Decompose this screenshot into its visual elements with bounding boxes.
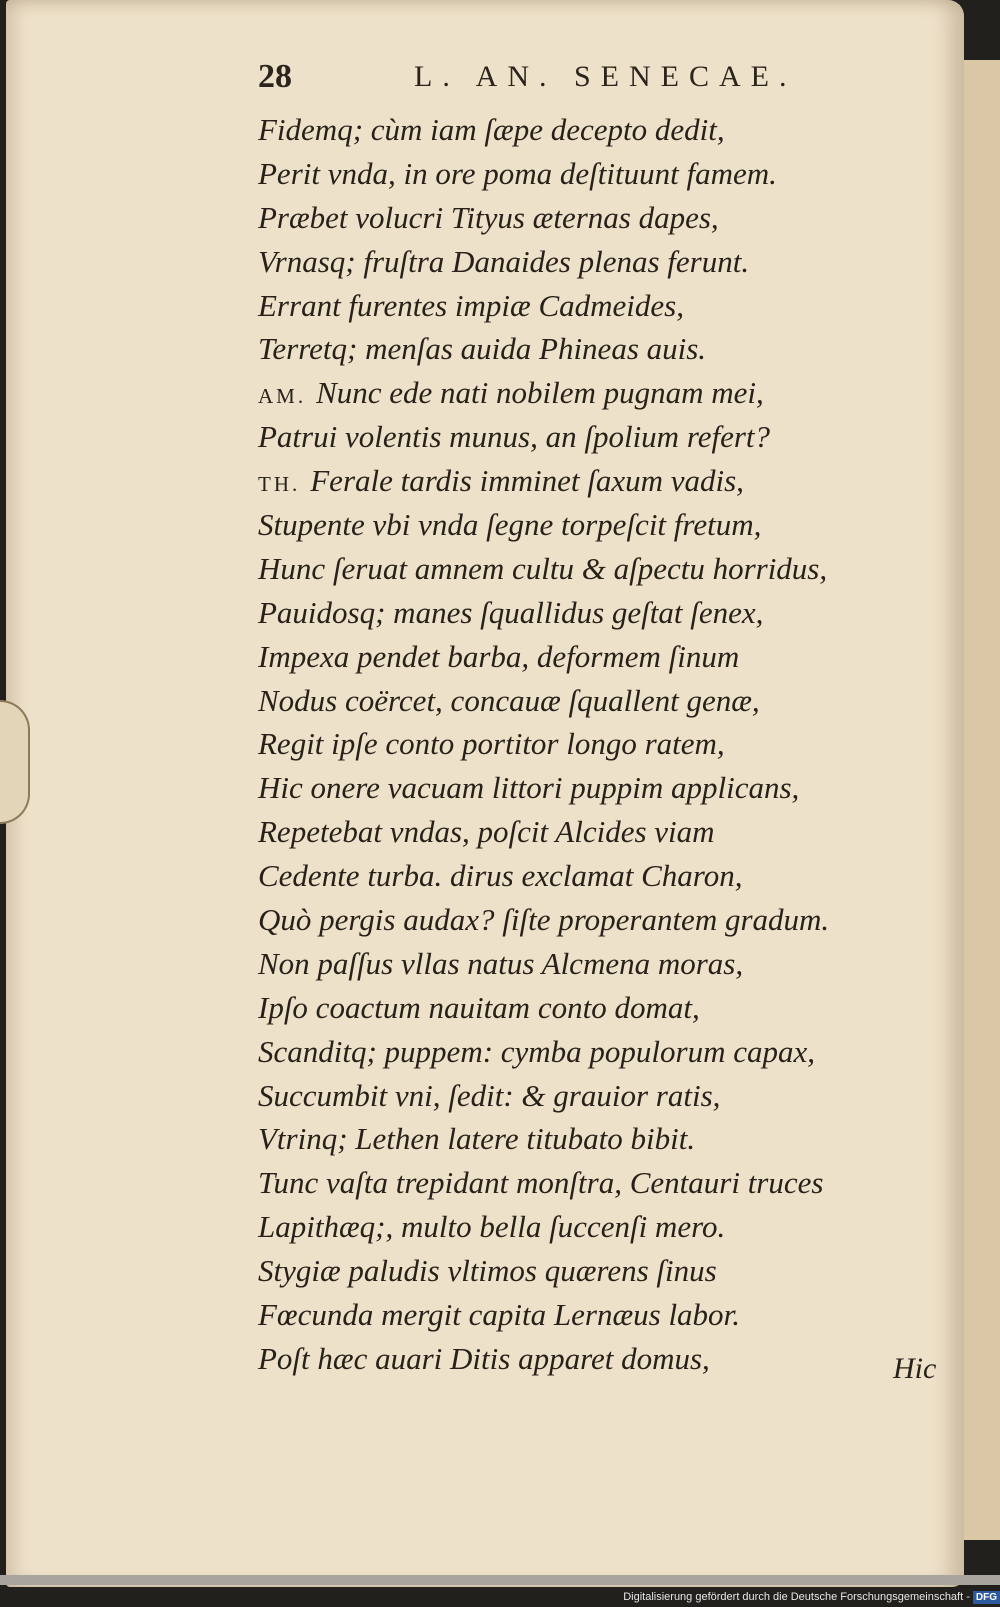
- verse-text: Terretq; menſas auida Phineas auis.: [258, 331, 707, 367]
- scanner-bed-edge: [0, 1575, 1000, 1585]
- verse-text: Non paſſus vllas natus Alcmena moras,: [258, 945, 744, 981]
- verse-text: Vrnasq; fruſtra Danaides plenas ferunt.: [258, 243, 750, 279]
- verse-line: [258, 547, 958, 591]
- verse-text: Errant furentes impiæ Cadmeides,: [258, 287, 684, 323]
- verse-line: [258, 766, 958, 810]
- verse-line: [258, 1161, 958, 1205]
- verse-text: Vtrinq; Lethen latere titubato bibit.: [258, 1121, 696, 1157]
- verse-line: [258, 459, 958, 503]
- verse-line: [258, 371, 958, 415]
- dfg-logo-badge: DFG: [973, 1591, 1000, 1604]
- verse-text: Ipſo coactum nauitam conto domat,: [258, 989, 700, 1025]
- verse-text: Tunc vaſta trepidant monſtra, Centauri truces: [258, 1165, 824, 1201]
- verse-line: [258, 898, 958, 942]
- verse-line: [258, 679, 958, 723]
- verse-line: [258, 503, 958, 547]
- credit-text: Digitalisierung gefördert durch die Deutsche Forschungsgemeinschaft -: [623, 1591, 970, 1603]
- verse-text: Cedente turba. dirus exclamat Charon,: [258, 858, 743, 894]
- verse-text: Ferale tardis imminet ſaxum vadis,: [310, 463, 744, 499]
- verse-line: [258, 284, 958, 328]
- verse-text: Regit ipſe conto portitor longo ratem,: [258, 726, 725, 762]
- verse-line: [258, 854, 958, 898]
- verse-text: Præbet volucri Tityus æternas dapes,: [258, 199, 719, 235]
- verse-line: [258, 415, 958, 459]
- verse-line: [258, 722, 958, 766]
- running-title: L. AN. SENECAE.: [414, 60, 797, 93]
- verse-block: [258, 108, 958, 1381]
- verse-text: Stupente vbi vnda ſegne torpeſcit fretum,: [258, 507, 762, 543]
- verse-text: Succumbit vni, ſedit: & grauior ratis,: [258, 1077, 721, 1113]
- verse-text: Pauidosq; manes ſquallidus geſtat ſenex,: [258, 594, 764, 630]
- verse-text: Patrui volentis munus, an ſpolium refert?: [258, 419, 771, 455]
- page-header: [258, 58, 838, 102]
- speaker-label: TH.: [258, 472, 301, 497]
- verse-line: [258, 240, 958, 284]
- verse-text: Stygiæ paludis vltimos quærens ſinus: [258, 1253, 717, 1289]
- verse-text: Scanditq; puppem: cymba populorum capax,: [258, 1033, 816, 1069]
- speaker-label: AM.: [258, 384, 307, 409]
- verse-line: [258, 327, 958, 371]
- verse-text: Poſt hæc auari Ditis apparet domus,: [258, 1340, 710, 1376]
- verse-text: Repetebat vndas, poſcit Alcides viam: [258, 814, 715, 850]
- verse-line: [258, 1249, 958, 1293]
- binding-clip: [0, 700, 30, 824]
- verse-line: [258, 942, 958, 986]
- verse-line: [258, 1337, 958, 1381]
- verse-line: [258, 635, 958, 679]
- verse-text: Hunc ſeruat amnem cultu & aſpectu horridus,: [258, 550, 828, 586]
- digitization-credit: [606, 1588, 1000, 1607]
- verse-line: [258, 108, 958, 152]
- verse-text: Fœcunda mergit capita Lernæus labor.: [258, 1297, 740, 1333]
- facing-page-edge: [958, 60, 1000, 1540]
- verse-text: Fidemq; cùm iam ſæpe decepto dedit,: [258, 112, 725, 147]
- catchword: Hic: [893, 1352, 937, 1385]
- verse-line: [258, 1117, 958, 1161]
- verse-text: Nodus coërcet, concauæ ſquallent genæ,: [258, 682, 760, 718]
- verse-line: [258, 152, 958, 196]
- verse-text: Hic onere vacuam littori puppim applicans,: [258, 770, 800, 806]
- verse-text: Lapithæq;, multo bella ſuccenſi mero.: [258, 1209, 726, 1245]
- verse-line: [258, 1293, 958, 1337]
- verse-line: [258, 196, 958, 240]
- verse-line: [258, 1205, 958, 1249]
- verse-line: [258, 986, 958, 1030]
- verse-line: [258, 810, 958, 854]
- verse-line: [258, 1074, 958, 1118]
- verse-text: Nunc ede nati nobilem pugnam mei,: [316, 375, 764, 411]
- folio-number: 28: [258, 58, 292, 95]
- verse-text: Quò pergis audax? ſiſte properantem gradum.: [258, 902, 830, 938]
- verse-line: [258, 1030, 958, 1074]
- verse-text: Perit vnda, in ore poma deſtituunt famem.: [258, 155, 777, 191]
- verse-text: Impexa pendet barba, deformem ſinum: [258, 638, 740, 674]
- verse-line: [258, 591, 958, 635]
